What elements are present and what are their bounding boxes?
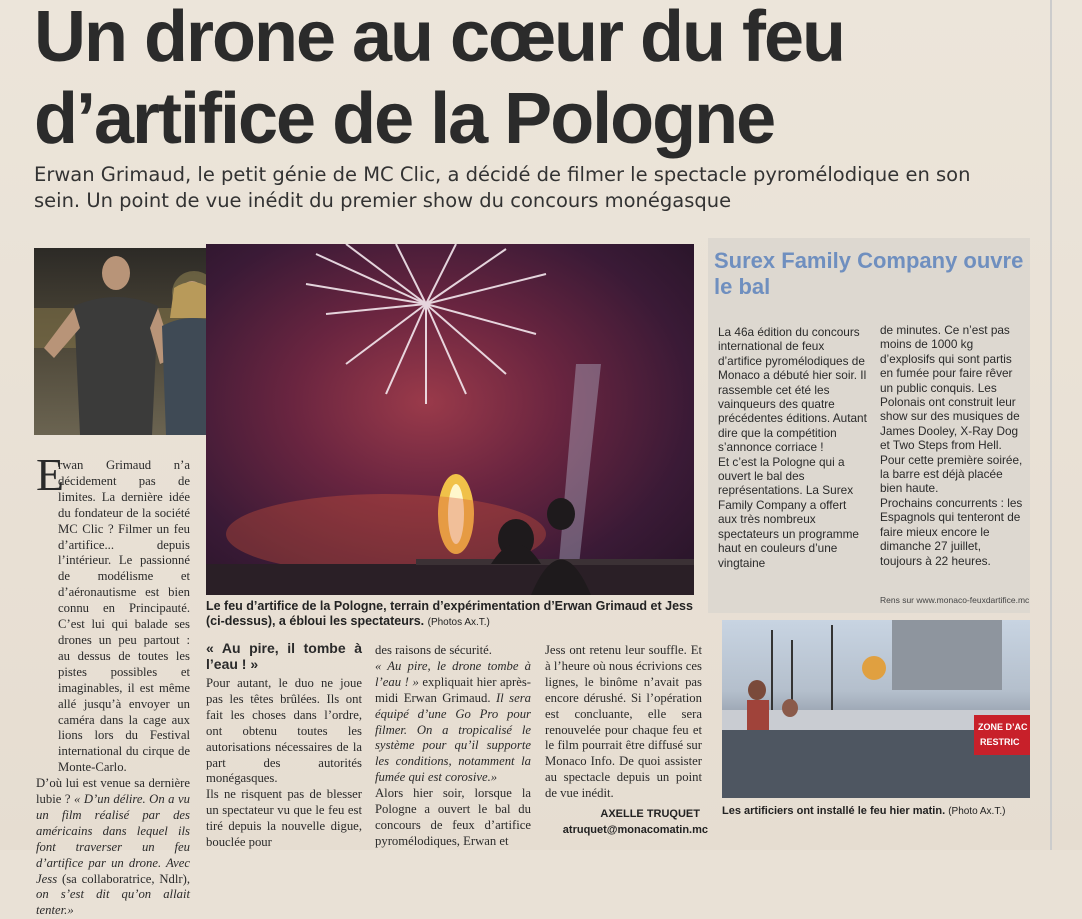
article-subhead: « Au pire, il tombe à l’eau ! » xyxy=(206,640,362,672)
page-edge-shadow xyxy=(1050,0,1052,850)
sign-line-1: ZONE D’AC xyxy=(978,722,1028,732)
quote-text: « D’un délire. On a vu un film réalisé par des américains dans lequel ils font traverser un feu d’artifice par un drone. Avec Jess xyxy=(36,792,190,886)
sidebar-paragraph: de minutes. Ce n’est pas moins de 1000 kg d’explosifs qui sont partis en fumée pour faire rêver un public conquis. Les Polonais ont construit leur show sur des musiques de James Dooley, X-Ray Dog et Two Steps from Hell. Pour cette première soirée, la barre est déjà placée bien haute. xyxy=(880,323,1023,496)
sidebar-source: Rens sur www.monaco-feuxdartifice.mc xyxy=(880,595,1030,605)
standfirst: Erwan Grimaud, le petit génie de MC Clic, a décidé de filmer le spectacle pyromélodique en son sein. Un point de vue inédit du premier show du concours monégasque xyxy=(34,163,971,212)
photo-artificers xyxy=(722,620,1030,798)
article-paragraph: Jess ont retenu leur souffle. Et à l’heure où nous écrivions ces lignes, le binôme n’avait pas encore dérushé. Si l’opération est concluante, elle sera renouvelée pour chaque feu et le film pourrait être diffusé sur Monaco Info. De quoi assister au spectacle depuis un point de vue inédit. xyxy=(545,643,702,801)
headline xyxy=(34,0,1034,160)
article-column-3 xyxy=(375,643,531,850)
article-paragraph: des raisons de sécurité. xyxy=(375,643,492,657)
parenthetical: (sa collaboratrice, Ndlr), xyxy=(61,871,191,886)
article-column-4 xyxy=(545,643,702,802)
sidebar-paragraph: Prochains concurrents : les Espagnols qui tenteront de faire mieux encore le dimanche 27 juillet, toujours à 22 heures. xyxy=(880,495,1023,568)
headline-line-1: Un drone au cœur du feu xyxy=(34,0,844,77)
sidebar-title: Surex Family Company ouvre le bal xyxy=(714,248,1024,299)
article-paragraph: Pour autant, le duo ne joue pas les têtes brûlées. Ils ont fait les choses dans l’ordre, ont obtenu toutes les autorisations nécessaires de la part des autorités monégasques. xyxy=(206,676,362,786)
sidebar-column-2 xyxy=(880,323,1025,568)
question-text: D’où lui est venue sa dernière lubie ? xyxy=(36,776,190,807)
sidebar-paragraph: Et c’est la Pologne qui a ouvert le bal des représentations. La Surex Family Company a offert aux très nombreux spectateurs un programme haut en couleurs d’une vingtaine xyxy=(718,454,859,570)
byline: AXELLE TRUQUET xyxy=(600,808,700,820)
article-column-2 xyxy=(206,640,362,851)
photo-fireworks xyxy=(206,244,694,595)
photo-caption-text: Le feu d’artifice de la Pologne, terrain d’expérimentation d’Erwan Grimaud et Jess (ci-dessus), a ébloui les spectateurs. xyxy=(206,599,693,628)
attribution-text: expliquait hier après-midi Erwan Grimaud. xyxy=(375,674,531,705)
quote-text: on s’est dit qu’on allait tenter.» xyxy=(36,887,190,918)
sign-line-2: RESTRIC xyxy=(980,737,1020,747)
drop-cap: E xyxy=(36,449,65,500)
port-caption-text: Les artificiers ont installé le feu hier matin. xyxy=(722,805,946,817)
port-photo-credit: (Photo Ax.T.) xyxy=(948,806,1006,817)
port-photo-caption xyxy=(722,804,1042,819)
sidebar-column-1 xyxy=(718,325,868,570)
article-paragraph xyxy=(375,659,531,786)
author-email: atruquet@monacomatin.mc xyxy=(562,824,708,836)
quote-text: « Au pire, le drone tombe à l’eau ! » xyxy=(375,658,531,689)
article-paragraph: Ils ne risquent pas de blesser un spectateur vu que le feu est tiré depuis la nouvelle digue, bouclée pour xyxy=(206,787,362,850)
quote-text: Il sera équipé d’une Go Pro pour filmer. On a tropicalisé le système pour qu’il supporte les conditions, notamment la fumée qui est corosive.» xyxy=(375,690,531,785)
article-paragraph: rwan Grimaud n’a décidement pas de limites. La dernière idée du fondateur de la société MC Clic ? Filmer un feu d’artifice... depuis l’intérieur. Le passionné de modélisme et d’aéronautisme est bien connu en Principauté. C’est lui qui balade ses drones un peu partout : au dessus de toutes les pistes possibles et imaginables, il est même allé jusqu’à envoyer un caméra dans la cage aux lions lors du Festival international du cirque de Monte-Carlo. xyxy=(58,458,190,775)
headline-line-2: d’artifice de la Pologne xyxy=(34,79,775,159)
photo-credit: (Photos Ax.T.) xyxy=(427,617,490,628)
article-paragraph xyxy=(36,776,190,919)
article-paragraph: Alors hier soir, lorsque la Pologne a ouvert le bal du concours de feux d’artifice pyromélodiques, Erwan et xyxy=(375,786,531,848)
photo-caption xyxy=(206,599,696,630)
sidebar-paragraph: La 46a édition du concours international de feux d’artifice pyromélodiques de Monaco a débuté hier soir. Il rassemble cet été les vainqueurs des quatre précédentes éditions. Autant dire que la compétition s’annonce corriace ! xyxy=(718,325,867,455)
